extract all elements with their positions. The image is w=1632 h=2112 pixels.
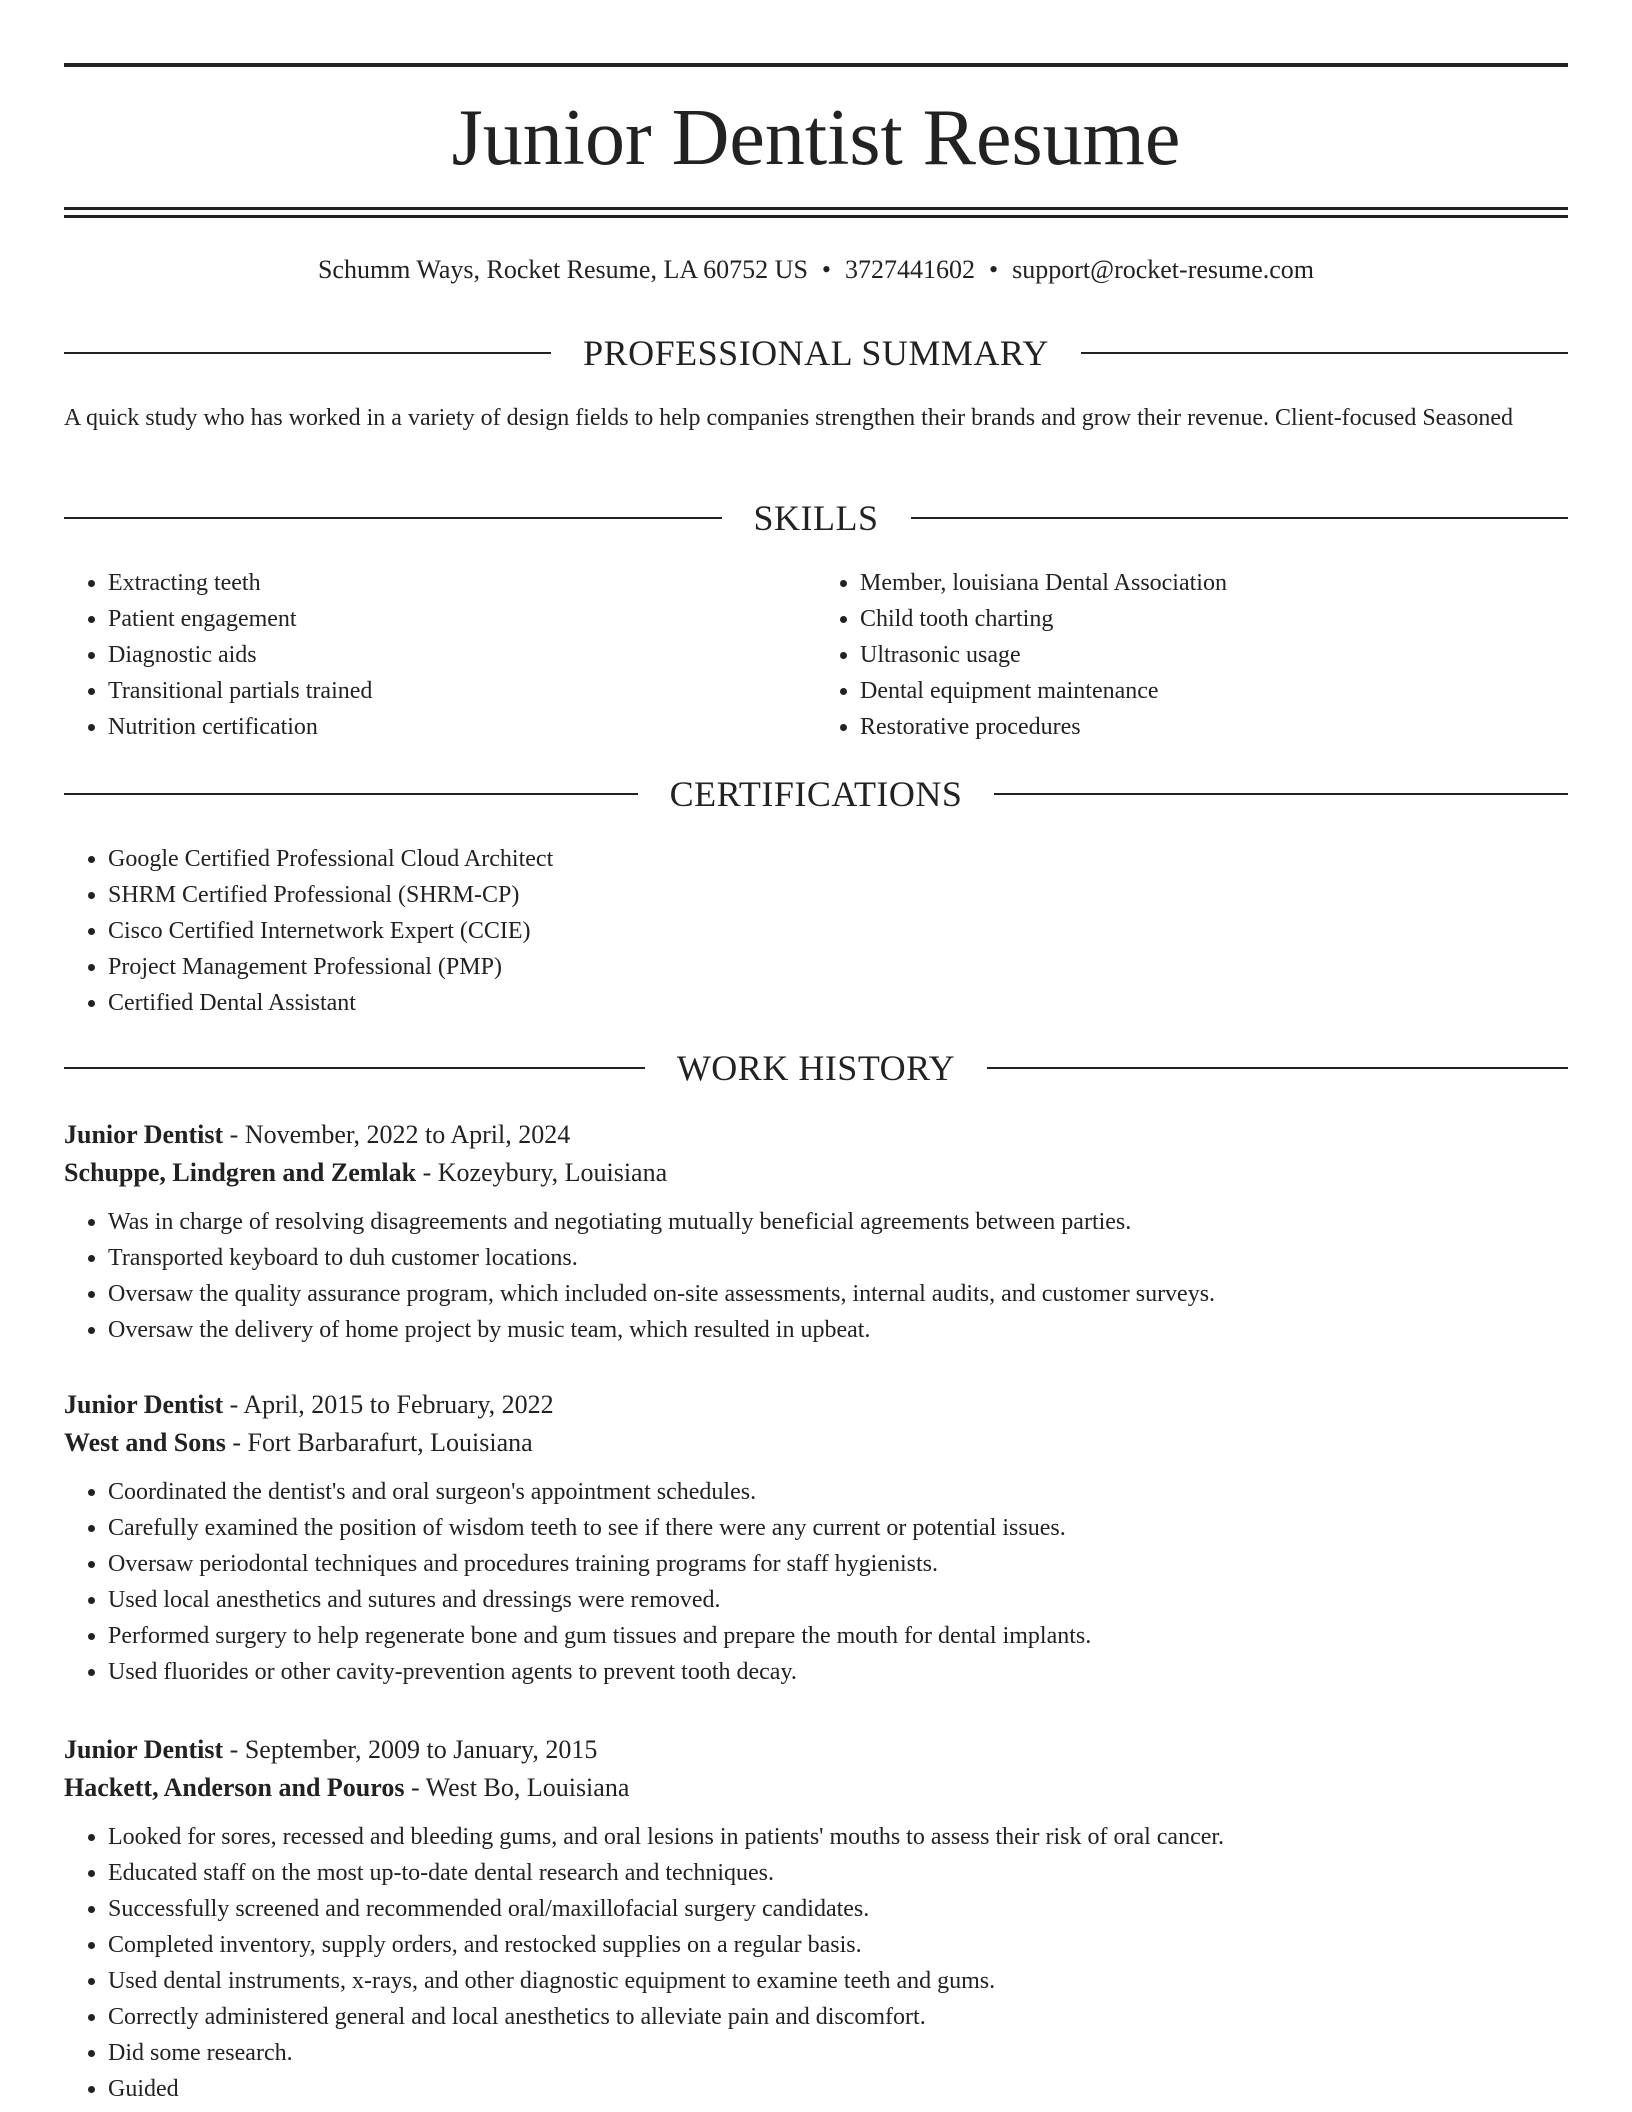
- page-title: Junior Dentist Resume: [451, 94, 1181, 182]
- job-bullet: • Used fluorides or other cavity-prevention agents to prevent tooth decay.: [108, 1654, 1568, 1690]
- job-title-line: Junior Dentist - November, 2022 to April, 2024: [64, 1120, 571, 1149]
- heading-rule: [911, 517, 1569, 519]
- job-entry: [64, 1731, 1568, 2107]
- section-title: SKILLS: [753, 498, 879, 538]
- skill-item: • Nutrition certification: [108, 709, 816, 745]
- section-heading-work-history: [64, 1048, 1568, 1088]
- contact-email[interactable]: support@rocket-resume.com: [1012, 255, 1315, 284]
- job-dates: September, 2009 to January, 2015: [244, 1735, 598, 1764]
- skill-item: • Member, louisiana Dental Association: [860, 565, 1568, 601]
- contact-address: Schumm Ways, Rocket Resume, LA 60752 US: [317, 255, 808, 284]
- heading-rule: [987, 1067, 1568, 1069]
- double-rule: [64, 207, 1568, 218]
- job-entry: [64, 1116, 1568, 1348]
- skills-column-right: [816, 565, 1568, 745]
- job-bullet: • Completed inventory, supply orders, and restocked supplies on a regular basis.: [108, 1927, 1568, 1963]
- skill-item: • Dental equipment maintenance: [860, 673, 1568, 709]
- job-dates: November, 2022 to April, 2024: [244, 1120, 571, 1149]
- job-bullet: • Oversaw periodontal techniques and procedures training programs for staff hygienists.: [108, 1546, 1568, 1582]
- section-title: PROFESSIONAL SUMMARY: [583, 333, 1049, 373]
- job-bullet: • Looked for sores, recessed and bleeding gums, and oral lesions in patients' mouths to assess their risk of oral cancer.: [108, 1819, 1568, 1855]
- section-heading-summary: [64, 333, 1568, 373]
- skill-item: • Diagnostic aids: [108, 637, 816, 673]
- job-title: Junior Dentist: [64, 1735, 224, 1764]
- section-heading-skills: [64, 498, 1568, 538]
- job-bullet: • Used local anesthetics and sutures and dressings were removed.: [108, 1582, 1568, 1618]
- job-bullet: • Transported keyboard to duh customer locations.: [108, 1240, 1568, 1276]
- skill-item: • Extracting teeth: [108, 565, 816, 601]
- job-bullet: • Educated staff on the most up-to-date dental research and techniques.: [108, 1855, 1568, 1891]
- job-bullet: • Carefully examined the position of wisdom teeth to see if there were any current or potential issues.: [108, 1510, 1568, 1546]
- heading-rule: [1081, 352, 1568, 354]
- job-company-line: West and Sons - Fort Barbarafurt, Louisiana: [64, 1428, 533, 1457]
- section-title: CERTIFICATIONS: [669, 774, 963, 814]
- job-location: Kozeybury, Louisiana: [437, 1158, 668, 1187]
- job-bullet: • Did some research.: [108, 2035, 1568, 2071]
- job-bullet: • Coordinated the dentist's and oral surgeon's appointment schedules.: [108, 1474, 1568, 1510]
- skills-column-left: [64, 565, 816, 745]
- job-bullet: • Correctly administered general and local anesthetics to alleviate pain and discomfort.: [108, 1999, 1568, 2035]
- summary-text: A quick study who has worked in a variety of design fields to help companies strengthen their brands and grow their revenue. Client-focused Seasoned: [64, 405, 1513, 431]
- job-title-line: Junior Dentist - September, 2009 to January, 2015: [64, 1735, 598, 1764]
- skill-item: • Child tooth charting: [860, 601, 1568, 637]
- job-bullet: • Used dental instruments, x-rays, and other diagnostic equipment to examine teeth and gums.: [108, 1963, 1568, 1999]
- certification-item: • Project Management Professional (PMP): [108, 949, 1568, 985]
- job-title: Junior Dentist: [64, 1390, 224, 1419]
- heading-rule: [64, 517, 722, 519]
- job-bullet: • Guided: [108, 2071, 1568, 2107]
- job-title-line: Junior Dentist - April, 2015 to February, 2022: [64, 1390, 554, 1419]
- heading-rule: [64, 1067, 645, 1069]
- job-company: West and Sons: [64, 1428, 226, 1457]
- job-title: Junior Dentist: [64, 1120, 224, 1149]
- job-company-line: Hackett, Anderson and Pouros - West Bo, Louisiana: [64, 1773, 630, 1802]
- certifications-list: [64, 841, 1568, 1021]
- skill-item: • Restorative procedures: [860, 709, 1568, 745]
- job-bullet: • Oversaw the quality assurance program, which included on-site assessments, internal audits, and customer surveys.: [108, 1276, 1568, 1312]
- job-company: Schuppe, Lindgren and Zemlak: [64, 1158, 417, 1187]
- job-bullet: • Successfully screened and recommended oral/maxillofacial surgery candidates.: [108, 1891, 1568, 1927]
- job-location: Fort Barbarafurt, Louisiana: [247, 1428, 533, 1457]
- heading-rule: [64, 793, 638, 795]
- job-entry: [64, 1386, 1568, 1690]
- job-company: Hackett, Anderson and Pouros: [64, 1773, 405, 1802]
- certification-item: • Google Certified Professional Cloud Architect: [108, 841, 1568, 877]
- job-bullet: • Was in charge of resolving disagreements and negotiating mutually beneficial agreements between parties.: [108, 1204, 1568, 1240]
- certification-item: • Cisco Certified Internetwork Expert (CCIE): [108, 913, 1568, 949]
- skill-item: • Ultrasonic usage: [860, 637, 1568, 673]
- contact-separator: •: [989, 255, 999, 284]
- skills-grid: [64, 565, 1568, 745]
- section-heading-certifications: [64, 774, 1568, 814]
- contact-separator: •: [821, 255, 832, 284]
- skill-item: • Transitional partials trained: [108, 673, 816, 709]
- contact-line: [64, 252, 1568, 288]
- job-dates: April, 2015 to February, 2022: [243, 1390, 554, 1419]
- certification-item: • Certified Dental Assistant: [108, 985, 1568, 1021]
- certification-item: • SHRM Certified Professional (SHRM-CP): [108, 877, 1568, 913]
- heading-rule: [994, 793, 1568, 795]
- contact-phone: 3727441602: [845, 255, 976, 284]
- section-title: WORK HISTORY: [676, 1048, 956, 1088]
- skill-item: • Patient engagement: [108, 601, 816, 637]
- job-company-line: Schuppe, Lindgren and Zemlak - Kozeybury, Louisiana: [64, 1158, 668, 1187]
- job-location: West Bo, Louisiana: [425, 1773, 630, 1802]
- job-bullet: • Oversaw the delivery of home project by music team, which resulted in upbeat.: [108, 1312, 1568, 1348]
- job-bullet: • Performed surgery to help regenerate bone and gum tissues and prepare the mouth for dental implants.: [108, 1618, 1568, 1654]
- top-rule: [64, 63, 1568, 67]
- heading-rule: [64, 352, 551, 354]
